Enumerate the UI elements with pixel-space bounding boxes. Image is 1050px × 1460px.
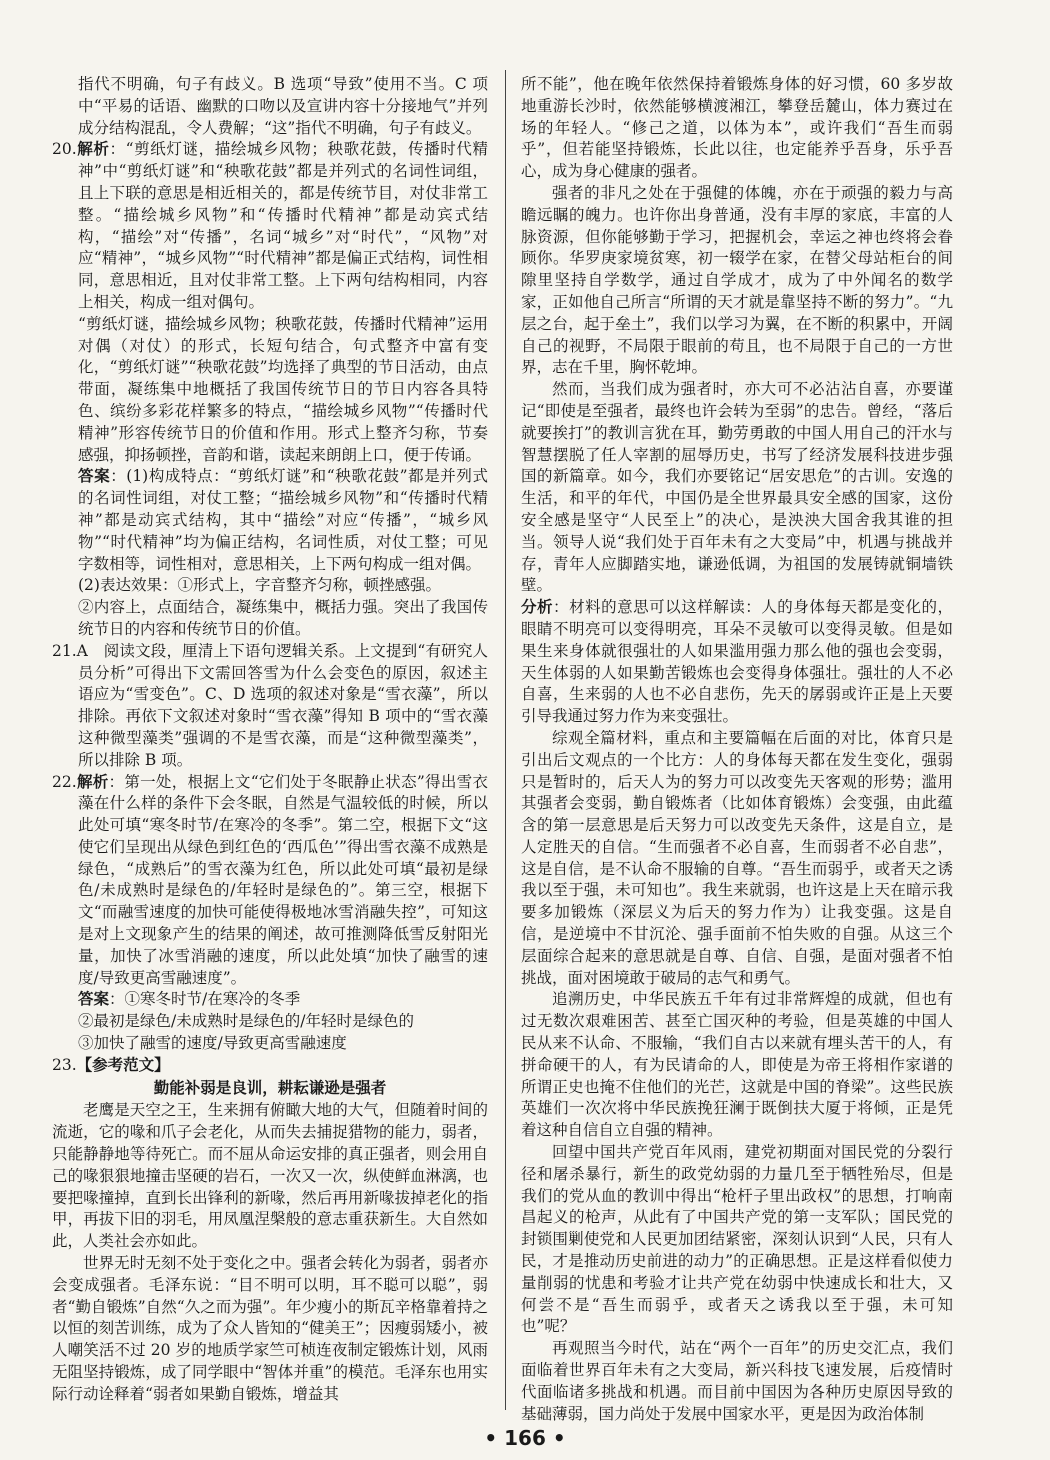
q20-analysis-label: 解析 bbox=[76, 140, 110, 159]
q22-analysis-text: ：第一处，根据上文“它们处于冬眠静止状态”得出雪衣藻在什么样的条件下会冬眠，自然是气温较低的时候，所以此处可填“寒冬时节/在寒冷的冬季”。第二空，根据下文“这使它们呈现出从绿色到红色的‘西瓜色’”得出雪衣藻不成熟是绿色，“成熟后”的雪衣藻为红色，所以此处可填“最初是绿色/未成熟时是绿色的/年轻时是绿色的”。第三空，根据下文“而融雪速度的加快可能使得极地冰雪消融失控”，可知这是对上文现象产生的结果的阐述，故可推测降低雪反射阳光量，加快了冰雪消融的速度，所以此处填“加快了融雪的速度/导致更高雪融速度”。 bbox=[78, 772, 488, 987]
essay-title: 勤能补弱是良训，耕耘谦逊是强者 bbox=[153, 1078, 387, 1097]
q23-number: 23. bbox=[52, 1055, 77, 1074]
q22-answer-2: ②最初是绿色/未成熟时是绿色的/年轻时是绿色的 bbox=[78, 1012, 414, 1031]
q20-answer-2: (2)表达效果：①形式上，字音整齐匀称，顿挫感强。 bbox=[78, 576, 441, 595]
essay-paragraph-6: 综观全篇材料，重点和主要篇幅在后面的对比，体育只是引出后文观点的一个比方：人的身体每天都在发生变化，强弱只是暂时的，后天人为的努力可以改变先天客观的形势；滥用其强者会变弱，勤自锻炼者（比如体育锻炼）会变强，由此蕴含的第一层意思是后天努力可以改变先天条件，这是自立，是人定胜天的自信。“生而强者不必自喜，生而弱者不必自悲”，这是自信，是不认命不服输的自尊。“吾生而弱乎，或者天之诱我以至于强，未可知也”。我生来就弱，也许这是上天在暗示我要多加锻炼（深层义为后天的努力作为）让我变强。这是自信，是逆境中不甘沉沦、强手面前不怕失败的自强。从这三个层面综合起来的意思就是自尊、自信、自强，是面对强者不怕挑战，面对困境敢于破局的志气和勇气。 bbox=[521, 728, 953, 987]
q22-analysis-label: 解析 bbox=[76, 772, 109, 791]
q22-answer-3: ③加快了融雪的速度/导致更高雪融速度 bbox=[78, 1034, 347, 1053]
q23-label: 【参考范文】 bbox=[76, 1055, 170, 1074]
q20-analysis-text: ：“剪纸灯谜，描绘城乡风物；秧歌花鼓，传播时代精神”中“剪纸灯谜”和“秧歌花鼓”都是并列式的名词性词组，且上下联的意思是相近相关的，都是传统节目，对仗非常工整。“描绘城乡风物”和“传播时代精神”都是动宾式结构，“描绘”对“传播”，名词“城乡”对“时代”，“风物”对应“精神”，“城乡风物”“时代精神”都是偏正式结构，词性相同，意思相近，且对仗非常工整。上下两句结构相同，内容上相关，构成一组对偶句。 bbox=[78, 140, 488, 311]
q20-answer-1: ：(1)构成特点：“剪纸灯谜”和“秧歌花鼓”都是并列式的名词性词组，对仗工整；“描绘城乡风物”和“传播时代精神”都是动宾式结构，其中“描绘”对应“传播”，“城乡风物”“时代精神”均为偏正结构，名词性质，对仗工整；可见字数相等，词性相对，意思相关，上下两句构成一组对偶。 bbox=[78, 467, 488, 573]
q21-number: 21. bbox=[52, 641, 77, 660]
q20-analysis bbox=[52, 139, 488, 313]
essay-paragraph-2: 世界无时无刻不处于变化之中。强者会转化为弱者，弱者亦会变成强者。毛泽东说：“目不明可以明，耳不聪可以聪”，弱者“勤自锻炼”自然“久之而为强”。年少瘦小的斯瓦辛格靠着持之以恒的刻苦训练，成为了众人皆知的“健美王”；因瘦弱矮小，被人嘲笑活不过 20 岁的地质学家竺可桢连夜制定锻炼计划，风雨无阻坚持锻炼，成了同学眼中“智体并重”的模范。毛泽东也用实际行动诠释着“弱者如果勤自锻炼，增益其 bbox=[52, 1254, 488, 1403]
q20-analysis-2: “剪纸灯谜，描绘城乡风物；秧歌花鼓，传播时代精神”运用对偶（对仗）的形式，长短句结合，句式整齐中富有变化，“剪纸灯谜”“秧歌花鼓”均选择了典型的节日活动，由点带面，凝练集中地概括了我国传统节日的节日内容各具特色、缤纷多彩花样繁多的特点，“描绘城乡风物”“传播时代精神”形容传统节日的价值和作用。形式上整齐匀称，节奏感强，抑扬顿挫，音韵和谐，读起来朗朗上口，便于传诵。 bbox=[78, 314, 488, 464]
q21-text: A 阅读文段，厘清上下语句逻辑关系。上文提到“有研究人员分析”可得出下文需回答雪为什么会变色的原因，叙述主语应为“雪变色”。C、D 选项的叙述对象是“雪衣藻”，所以排除。再依下文叙述对象时“雪衣藻”得知 B 项中的“雪衣藻这种微型藻类”强调的不是雪衣藻，而是“这种微型藻类”，所以排除 B 项。 bbox=[76, 641, 488, 769]
essay-paragraph-8: 回望中国共产党百年风雨，建党初期面对国民党的分裂行径和屠杀暴行，新生的政党幼弱的力量几至于牺牲殆尽，但是我们的党从血的教训中得出“枪杆子里出政权”的思想，打响南昌起义的枪声，从此有了中国共产党的第一支军队；国民党的封锁围剿使党和人民更加团结紧密，深刻认识到“人民，只有人民，才是推动历史前进的动力”的正确思想。正是这样看似使力量削弱的忧患和考验才让共产党在幼弱中快速成长和壮大，又何尝不是“吾生而弱乎，或者天之诱我以至于强，未可知也”呢？ bbox=[521, 1143, 953, 1336]
q22-answer bbox=[52, 989, 488, 1011]
q20-answer-3: ②内容上，点面结合，凝练集中，概括力强。突出了我国传统节日的内容和传统节日的价值。 bbox=[78, 598, 488, 638]
right-column bbox=[521, 74, 953, 1425]
analysis-label: 分析 bbox=[521, 598, 554, 617]
essay-paragraph-9: 再观照当今时代，站在“两个一百年”的历史交汇点，我们面临着世界百年未有之大变局，新兴科技飞速发展，后疫情时代面临诸多挑战和机遇。而目前中国因为各种历史原因导致的基础薄弱，国力尚处于发展中国家水平，更是因为政治体制 bbox=[521, 1339, 953, 1423]
q22-number: 22. bbox=[52, 772, 77, 791]
q20-number: 20. bbox=[52, 140, 77, 159]
q22-analysis bbox=[52, 772, 488, 990]
q20-answer-label: 答案 bbox=[78, 467, 111, 486]
page-number: • 166 • bbox=[484, 1426, 566, 1450]
q23-header bbox=[52, 1055, 488, 1077]
essay-paragraph-7: 追溯历史，中华民族五千年有过非常辉煌的成就，但也有过无数次艰难困苦、甚至亡国灭种的考验，但是英雄的中国人民从来不认命、不服输，“我们自古以来就有埋头苦干的人，有拼命硬干的人，有为民请命的人，即使是为帝王将相作家谱的所谓正史也掩不住他们的光芒，这就是中国的脊梁”。这些民族英雄们一次次将中华民族挽狂澜于既倒扶大厦于将倾，正是凭着这种自信自立自强的精神。 bbox=[521, 990, 953, 1140]
column-divider bbox=[505, 70, 506, 1410]
left-column bbox=[52, 74, 488, 1406]
essay-analysis bbox=[521, 597, 953, 728]
q21 bbox=[52, 641, 488, 772]
q22-answer-1: ：①寒冬时节/在寒冷的冬季 bbox=[109, 990, 301, 1009]
essay-paragraph-3: 所不能”，他在晚年依然保持着锻炼身体的好习惯，60 多岁故地重游长沙时，依然能够横渡湘江，攀登岳麓山，体力赛过在场的年轻人。“修己之道，以体为本”，或许我们“吾生而弱乎”，但若能坚持锻炼，长此以往，也定能养乎吾身，乐乎吾心，成为身心健康的强者。 bbox=[521, 75, 953, 181]
essay-paragraph-5: 然而，当我们成为强者时，亦大可不必沾沾自喜，亦要谨记“即使是至强者，最终也许会转为至弱”的忠告。曾经，“落后就要挨打”的教训言犹在耳，勤劳勇敢的中国人用自己的汗水与智慧摆脱了任人宰割的屈辱历史，书写了经济发展科技进步强国的新篇章。如今，我们亦要铭记“居安思危”的古训。安逸的生活，和平的年代，中国仍是全世界最具安全感的国家，这份安全感是坚守“人民至上”的决心，是泱泱大国舍我其谁的担当。领导人说“我们处于百年未有之大变局”中，机遇与挑战并存，青年人应脚踏实地，谦逊低调，为祖国的发展铸就铜墙铁壁。 bbox=[521, 380, 953, 595]
essay-paragraph-4: 强者的非凡之处在于强健的体魄，亦在于顽强的毅力与高瞻远瞩的魄力。也许你出身普通，没有丰厚的家底，丰富的人脉资源，但你能够勤于学习，把握机会，幸运之神也终将会眷顾你。华罗庚家境贫寒，初一辍学在家，在替父母站柜台的间隙里坚持自学数学，通过自学成才，成为了中外闻名的数学家，正如他自己所言“所谓的天才就是靠坚持不断的努力”。“九层之台，起于垒土”，我们以学习为翼，在不断的积累中，开阔自己的视野，不局限于眼前的苟且，也不局限于自己的一方世界，志在千里，胸怀乾坤。 bbox=[521, 183, 953, 377]
q22-answer-label: 答案 bbox=[78, 990, 110, 1009]
analysis-text: ：材料的意思可以这样解读：人的身体每天都是变化的，眼睛不明亮可以变得明亮，耳朵不灵敏可以变得灵敏。但是如果生来身体就很强壮的人如果滥用强力那么他的强也会变弱，天生体弱的人如果勤苦锻炼也会变得身体强壮。强壮的人不必自喜，生来弱的人也不必自悲伤，先天的孱弱或许正是上天要引导我通过努力作为来变强壮。 bbox=[521, 598, 953, 726]
q19-tail: 指代不明确，句子有歧义。B 选项“导致”使用不当。C 项中“平易的话语、幽默的口吻以及宣讲内容十分接地气”并列成分结构混乱，令人费解；“这”指代不明确，句子有歧义。 bbox=[78, 75, 488, 137]
essay-paragraph-1: 老鹰是天空之王，生来拥有俯瞰大地的大气，但随着时间的流逝，它的喙和爪子会老化，从而失去捕捉猎物的能力，弱者，只能静静地等待死亡。而不屈从命运安排的真正强者，则会用自己的喙狠狠地撞击坚硬的岩石，一次又一次，纵使鲜血淋漓，也要把喙撞掉，直到长出锋利的新喙，然后再用新喙拔掉老化的指甲，再拔下旧的羽毛，用凤凰涅槃般的意志重获新生。大自然如此，人类社会亦如此。 bbox=[52, 1101, 488, 1251]
q20-answer bbox=[52, 466, 488, 575]
